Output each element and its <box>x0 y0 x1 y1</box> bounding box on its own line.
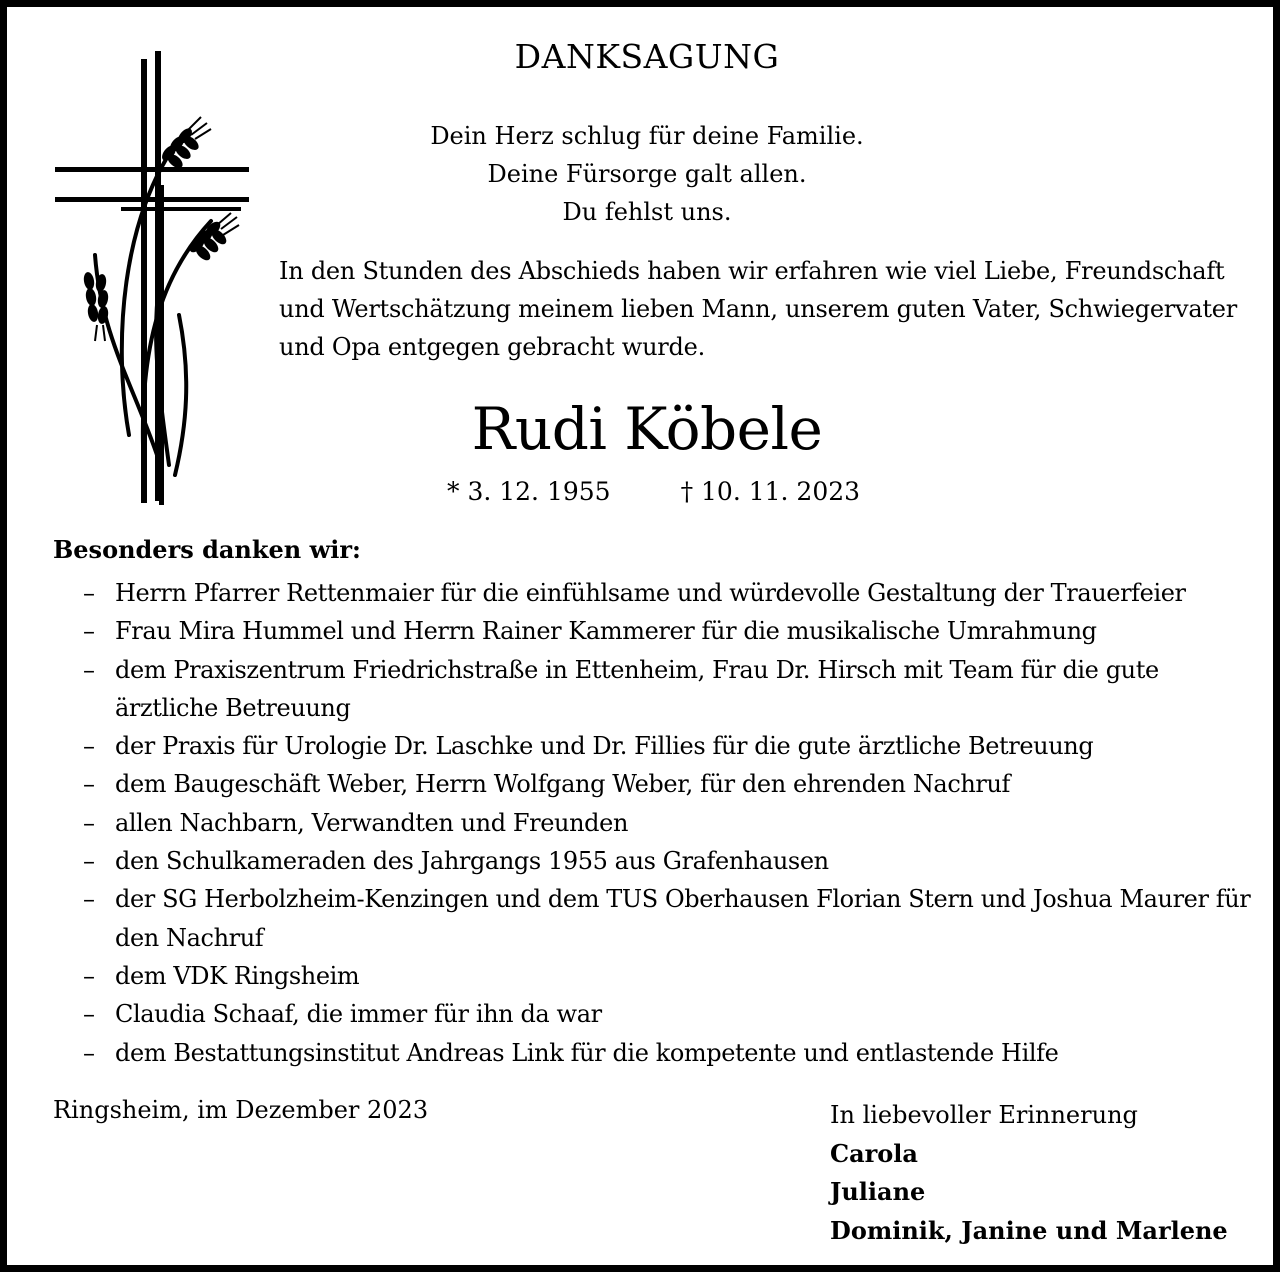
cross-with-wheat-icon <box>51 45 255 505</box>
deceased-name: Rudi Köbele <box>471 395 823 463</box>
bullet-dash: – <box>83 655 95 684</box>
bullet-dash: – <box>83 770 95 799</box>
intro-line: und Wertschätzung meinem lieben Mann, unserem guten Vater, Schwiegervater <box>279 295 1237 323</box>
verse-line: Du fehlst uns. <box>562 198 732 226</box>
intro-paragraph <box>279 252 1254 366</box>
list-item <box>83 574 1263 612</box>
list-item <box>83 1034 1263 1072</box>
list-item-text: Frau Mira Hummel und Herrn Rainer Kammerer für die musikalische Umrahmung <box>115 617 1097 646</box>
list-item <box>83 612 1263 650</box>
signature-name: Carola <box>830 1138 918 1168</box>
thanks-list <box>83 574 1263 1072</box>
signature-name: Dominik, Janine und Marlene <box>830 1215 1228 1245</box>
list-item <box>83 651 1263 728</box>
signature-block <box>830 1096 1228 1250</box>
verse-block <box>347 117 947 231</box>
bullet-dash: – <box>83 808 95 837</box>
list-item-text: der SG Herbolzheim-Kenzingen und dem TUS Oberhausen Florian Stern und Joshua Maurer für den Nachruf <box>115 885 1251 952</box>
bullet-dash: – <box>83 1038 95 1067</box>
list-item-text: dem VDK Ringsheim <box>115 961 360 990</box>
bullet-dash: – <box>83 732 95 761</box>
thanks-heading: Besonders danken wir: <box>53 535 361 564</box>
list-item-text: dem Praxiszentrum Friedrichstraße in Ettenheim, Frau Dr. Hirsch mit Team für die gute ärztliche Betreuung <box>115 655 1159 722</box>
list-item-text: der Praxis für Urologie Dr. Laschke und Dr. Fillies für die gute ärztliche Betreuung <box>115 732 1094 761</box>
intro-line: In den Stunden des Abschieds haben wir erfahren wie viel Liebe, Freundschaft <box>279 257 1225 285</box>
signature-intro: In liebevoller Erinnerung <box>830 1101 1138 1129</box>
list-item <box>83 804 1263 842</box>
list-item <box>83 765 1263 803</box>
bullet-dash: – <box>83 961 95 990</box>
list-item-text: allen Nachbarn, Verwandten und Freunden <box>115 808 628 837</box>
bullet-dash: – <box>83 579 95 607</box>
list-item-text: den Schulkameraden des Jahrgangs 1955 aus Grafenhausen <box>115 847 829 876</box>
list-item-text: Herrn Pfarrer Rettenmaier für die einfühlsame und würdevolle Gestaltung der Trauerfeier <box>115 579 1186 607</box>
bullet-dash: – <box>83 847 95 876</box>
bullet-dash: – <box>83 617 95 646</box>
list-item <box>83 880 1263 957</box>
list-item-text: Claudia Schaaf, die immer für ihn da war <box>115 1000 602 1029</box>
life-dates <box>447 477 860 506</box>
intro-line: und Opa entgegen gebracht wurde. <box>279 333 705 361</box>
birth-date: * 3. 12. 1955 <box>447 477 611 506</box>
list-item <box>83 995 1263 1033</box>
bullet-dash: – <box>83 885 95 914</box>
list-item-text: dem Baugeschäft Weber, Herrn Wolfgang Weber, für den ehrenden Nachruf <box>115 770 1011 799</box>
place-date: Ringsheim, im Dezember 2023 <box>53 1096 429 1124</box>
list-item <box>83 957 1263 995</box>
verse-line: Deine Fürsorge galt allen. <box>487 160 807 188</box>
death-date: † 10. 11. 2023 <box>680 477 861 506</box>
list-item <box>83 727 1263 765</box>
notice-heading: DANKSAGUNG <box>514 37 780 76</box>
list-item <box>83 842 1263 880</box>
list-item-text: dem Bestattungsinstitut Andreas Link für die kompetente und entlastende Hilfe <box>115 1038 1059 1067</box>
bullet-dash: – <box>83 1000 95 1029</box>
verse-line: Dein Herz schlug für deine Familie. <box>430 122 864 150</box>
signature-name: Juliane <box>830 1177 926 1206</box>
